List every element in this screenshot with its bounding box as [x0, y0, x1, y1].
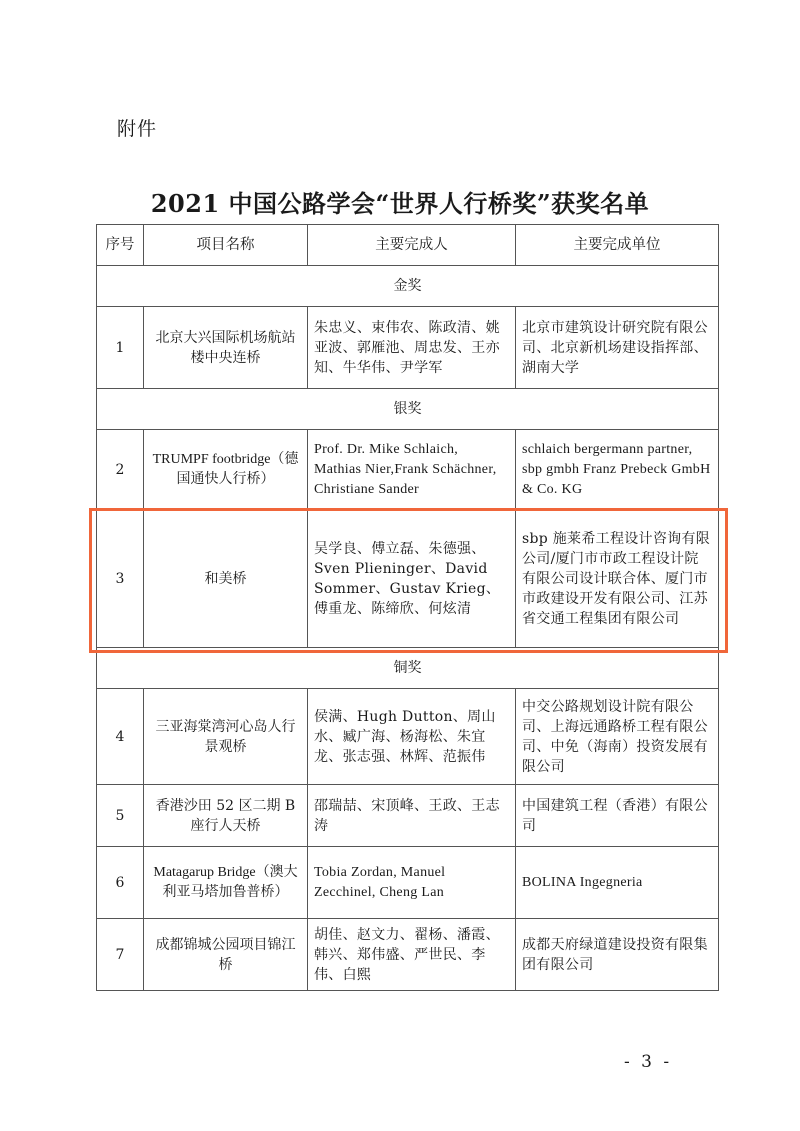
row-units: sbp 施莱希工程设计咨询有限公司/厦门市市政工程设计院有限公司设计联合体、厦门市市政建设开发有限公司、江苏省交通工程集团有限公司 [516, 510, 719, 648]
row-units: 中交公路规划设计院有限公司、上海远通路桥工程有限公司、中免（海南）投资发展有限公司 [516, 689, 719, 785]
row-project: 三亚海棠湾河心岛人行景观桥 [144, 689, 308, 785]
header-no: 序号 [97, 225, 144, 266]
page-number: - 3 - [624, 1052, 673, 1072]
row-people: 胡佳、赵文力、翟杨、潘霞、韩兴、郑伟盛、严世民、李伟、白熙 [308, 919, 516, 991]
row-project: TRUMPF footbridge（德国通快人行桥） [144, 430, 308, 510]
row-units: 北京市建筑设计研究院有限公司、北京新机场建设指挥部、湖南大学 [516, 307, 719, 389]
table-row [97, 785, 719, 847]
header-people: 主要完成人 [308, 225, 516, 266]
row-units: 成都天府绿道建设投资有限集团有限公司 [516, 919, 719, 991]
row-people: 侯满、Hugh Dutton、周山水、臧广海、杨海松、朱宜龙、张志强、林辉、范振伟 [308, 689, 516, 785]
row-project: 成都锦城公园项目锦江桥 [144, 919, 308, 991]
row-people: 朱忠义、束伟农、陈政清、姚亚波、郭雁池、周忠发、王亦知、牛华伟、尹学军 [308, 307, 516, 389]
table-row [97, 919, 719, 991]
row-no: 4 [97, 689, 144, 785]
attachment-label: 附件 [117, 118, 158, 140]
awards-table [96, 224, 719, 991]
row-units: BOLINA Ingegneria [516, 847, 719, 919]
table-row [97, 430, 719, 510]
table-header-row [97, 225, 719, 266]
category-row-bronze [97, 648, 719, 689]
row-no: 6 [97, 847, 144, 919]
row-people: 邵瑞喆、宋顶峰、王政、王志涛 [308, 785, 516, 847]
row-no: 3 [97, 510, 144, 648]
row-no: 2 [97, 430, 144, 510]
table-row [97, 689, 719, 785]
row-people: Tobia Zordan, Manuel Zecchinel, Cheng Lan [308, 847, 516, 919]
table-row [97, 510, 719, 648]
row-project: 和美桥 [144, 510, 308, 648]
row-units: schlaich bergermann partner, sbp gmbh Franz Prebeck GmbH & Co. KG [516, 430, 719, 510]
table-row [97, 307, 719, 389]
row-people: 吴学良、傅立磊、朱德强、Sven Plieninger、David Sommer、Gustav Krieg、傅重龙、陈缔欣、何炫清 [308, 510, 516, 648]
category-silver: 银奖 [97, 389, 719, 430]
category-bronze: 铜奖 [97, 648, 719, 689]
category-row-gold [97, 266, 719, 307]
row-no: 5 [97, 785, 144, 847]
category-gold: 金奖 [97, 266, 719, 307]
header-units: 主要完成单位 [516, 225, 719, 266]
table-row [97, 847, 719, 919]
row-project: 北京大兴国际机场航站楼中央连桥 [144, 307, 308, 389]
document-title: 2021 中国公路学会“世界人行桥奖”获奖名单 [150, 189, 650, 218]
category-row-silver [97, 389, 719, 430]
row-no: 7 [97, 919, 144, 991]
row-project: Matagarup Bridge（澳大利亚马塔加鲁普桥） [144, 847, 308, 919]
row-no: 1 [97, 307, 144, 389]
header-project: 项目名称 [144, 225, 308, 266]
row-units: 中国建筑工程（香港）有限公司 [516, 785, 719, 847]
row-project: 香港沙田 52 区二期 B 座行人天桥 [144, 785, 308, 847]
row-people: Prof. Dr. Mike Schlaich, Mathias Nier,Frank Schächner, Christiane Sander [308, 430, 516, 510]
